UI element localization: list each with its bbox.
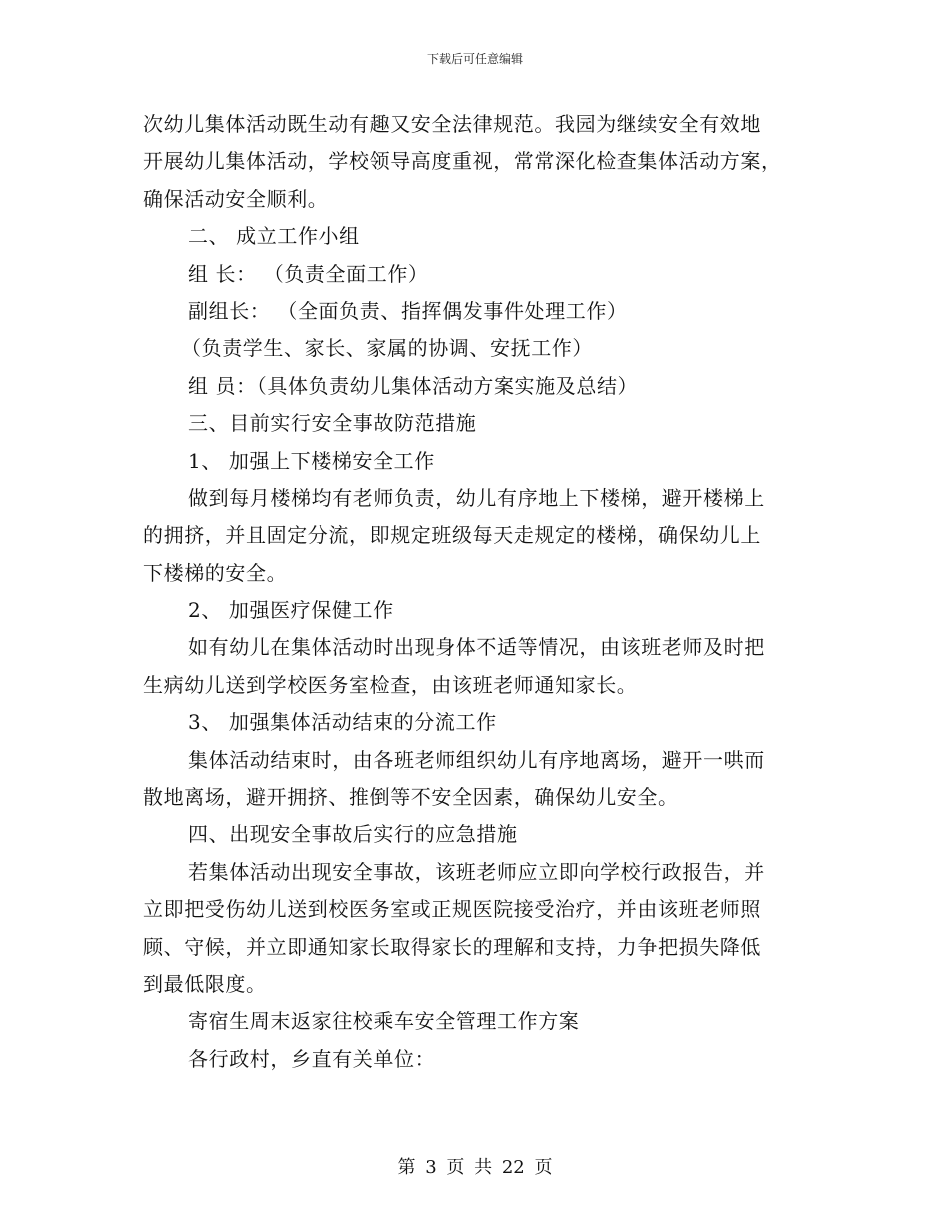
body-line: 组 员：（具体负责幼儿集体活动方案实施及总结） <box>188 373 639 398</box>
subsection-heading: 3、 加强集体活动结束的分流工作 <box>188 710 497 735</box>
body-line: 开展幼儿集体活动，学校领导高度重视，常常深化检查集体活动方案， <box>143 149 782 174</box>
page-header: 下载后可任意编辑 <box>426 52 523 66</box>
subsection-heading: 1、 加强上下楼梯安全工作 <box>188 448 435 473</box>
body-line: 次幼儿集体活动既生动有趣又安全法律规范。我园为继续安全有效地 <box>143 112 761 136</box>
body-line: 顾、守候，并立即通知家长取得家长的理解和支持，力争把损失降低 <box>143 934 761 959</box>
body-line: 确保活动安全顺利。 <box>143 186 329 211</box>
body-line: 如有幼儿在集体活动时出现身体不适等情况，由该班老师及时把 <box>188 635 765 660</box>
body-line: 散地离场，避开拥挤、推倒等不安全因素，确保幼儿安全。 <box>143 785 679 810</box>
body-line: 到最低限度。 <box>143 971 267 996</box>
body-line: 下楼梯的安全。 <box>143 560 288 585</box>
body-line: （负责学生、家长、家属的协调、安抚工作） <box>181 336 593 361</box>
section-heading: 二、 成立工作小组 <box>188 224 360 249</box>
body-line: 生病幼儿送到学校医务室检查，由该班老师通知家长。 <box>143 672 638 697</box>
body-line: 组 长： （负责全面工作） <box>188 261 429 286</box>
section-heading: 三、目前实行安全事故防范措施 <box>188 411 477 436</box>
body-line: 做到每月楼梯均有老师负责，幼儿有序地上下楼梯，避开楼梯上 <box>188 485 765 510</box>
body-line: 副组长： （全面负责、指挥偶发事件处理工作） <box>188 298 628 323</box>
body-line: 若集体活动出现安全事故，该班老师应立即向学校行政报告，并 <box>188 859 765 884</box>
document-body <box>143 106 823 1078</box>
body-line: 集体活动结束时，由各班老师组织幼儿有序地离场，避开一哄而 <box>188 747 765 772</box>
body-line: 的拥挤，并且固定分流，即规定班级每天走规定的楼梯，确保幼儿上 <box>143 523 761 548</box>
subsection-heading: 2、 加强医疗保健工作 <box>188 598 394 623</box>
salutation: 各行政村，乡直有关单位： <box>188 1046 436 1071</box>
body-line: 立即把受伤幼儿送到校医务室或正规医院接受治疗，并由该班老师照 <box>143 897 761 922</box>
section-heading: 四、出现安全事故后实行的应急措施 <box>188 822 518 847</box>
document-title: 寄宿生周末返家往校乘车安全管理工作方案 <box>188 1009 580 1034</box>
page-number: 第 3 页 共 22 页 <box>397 1157 553 1178</box>
